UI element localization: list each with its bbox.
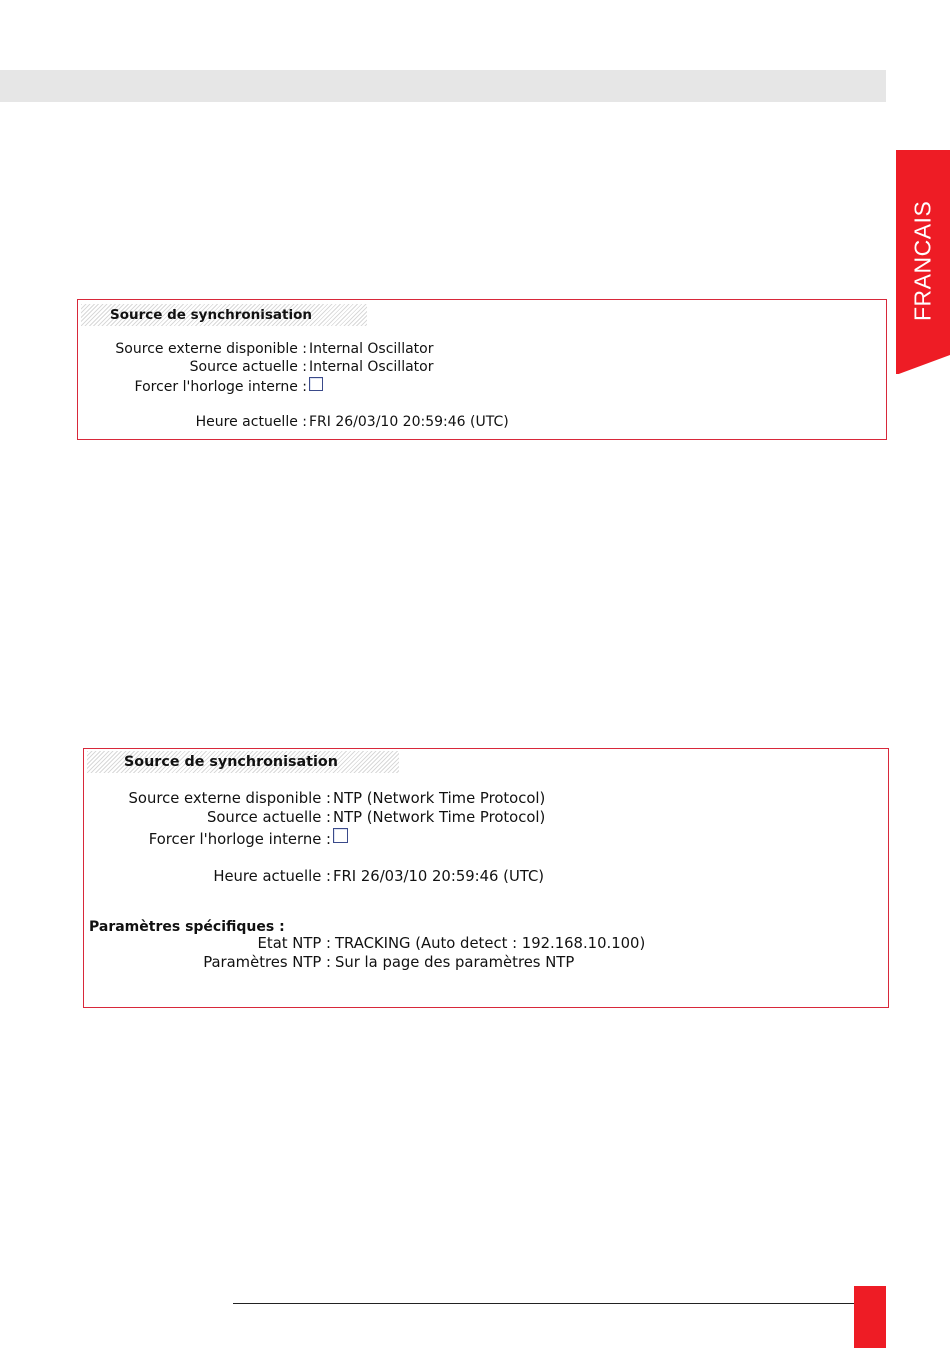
row-value: TRACKING (Auto detect : 192.168.10.100) — [335, 935, 646, 952]
row-value: NTP (Network Time Protocol) — [333, 809, 546, 826]
row-label: Heure actuelle : — [213, 868, 331, 885]
sync-source-panel-ntp — [83, 748, 889, 1008]
row-force-clock — [78, 378, 886, 396]
force-internal-clock-checkbox[interactable] — [309, 377, 323, 391]
row-ntp-state — [84, 934, 888, 952]
row-ntp-params — [84, 953, 888, 971]
row-value: FRI 26/03/10 20:59:46 (UTC) — [333, 868, 545, 885]
panel-title-text: Source de synchronisation — [124, 754, 338, 770]
row-label: Forcer l'horloge interne : — [148, 831, 331, 848]
row-external-source — [78, 340, 886, 358]
row-label: Source actuelle : — [206, 809, 331, 826]
row-value: FRI 26/03/10 20:59:46 (UTC) — [309, 414, 509, 430]
force-internal-clock-checkbox-wrap — [309, 377, 323, 395]
row-external-source — [84, 789, 888, 807]
page-marker — [854, 1286, 886, 1348]
row-label: Forcer l'horloge interne : — [134, 379, 307, 395]
force-internal-clock-checkbox[interactable] — [333, 828, 348, 843]
row-force-clock — [84, 830, 888, 848]
row-label: Heure actuelle : — [195, 414, 307, 430]
row-current-time — [78, 413, 886, 431]
specific-params-heading: Paramètres spécifiques : — [89, 919, 285, 935]
force-internal-clock-checkbox-wrap — [333, 828, 348, 847]
row-label: Source externe disponible : — [128, 790, 331, 807]
row-value: Internal Oscillator — [309, 341, 434, 357]
row-label: Source externe disponible : — [115, 341, 307, 357]
row-current-source — [78, 358, 886, 376]
row-label: Paramètres NTP : — [203, 954, 331, 971]
panel-title — [87, 751, 399, 773]
panel-title-text: Source de synchronisation — [110, 307, 312, 323]
row-value: NTP (Network Time Protocol) — [333, 790, 546, 807]
row-label: Source actuelle : — [189, 359, 307, 375]
row-current-source — [84, 808, 888, 826]
footer-divider — [233, 1303, 854, 1304]
panel-title — [81, 304, 367, 326]
row-label: Etat NTP : — [257, 935, 331, 952]
header-bar — [0, 70, 886, 102]
row-current-time — [84, 867, 888, 885]
sync-source-panel-internal — [77, 299, 887, 440]
ntp-params-link[interactable]: Sur la page des paramètres NTP — [335, 954, 575, 971]
language-tab-label: FRANCAIS — [909, 200, 936, 322]
row-value: Internal Oscillator — [309, 359, 434, 375]
